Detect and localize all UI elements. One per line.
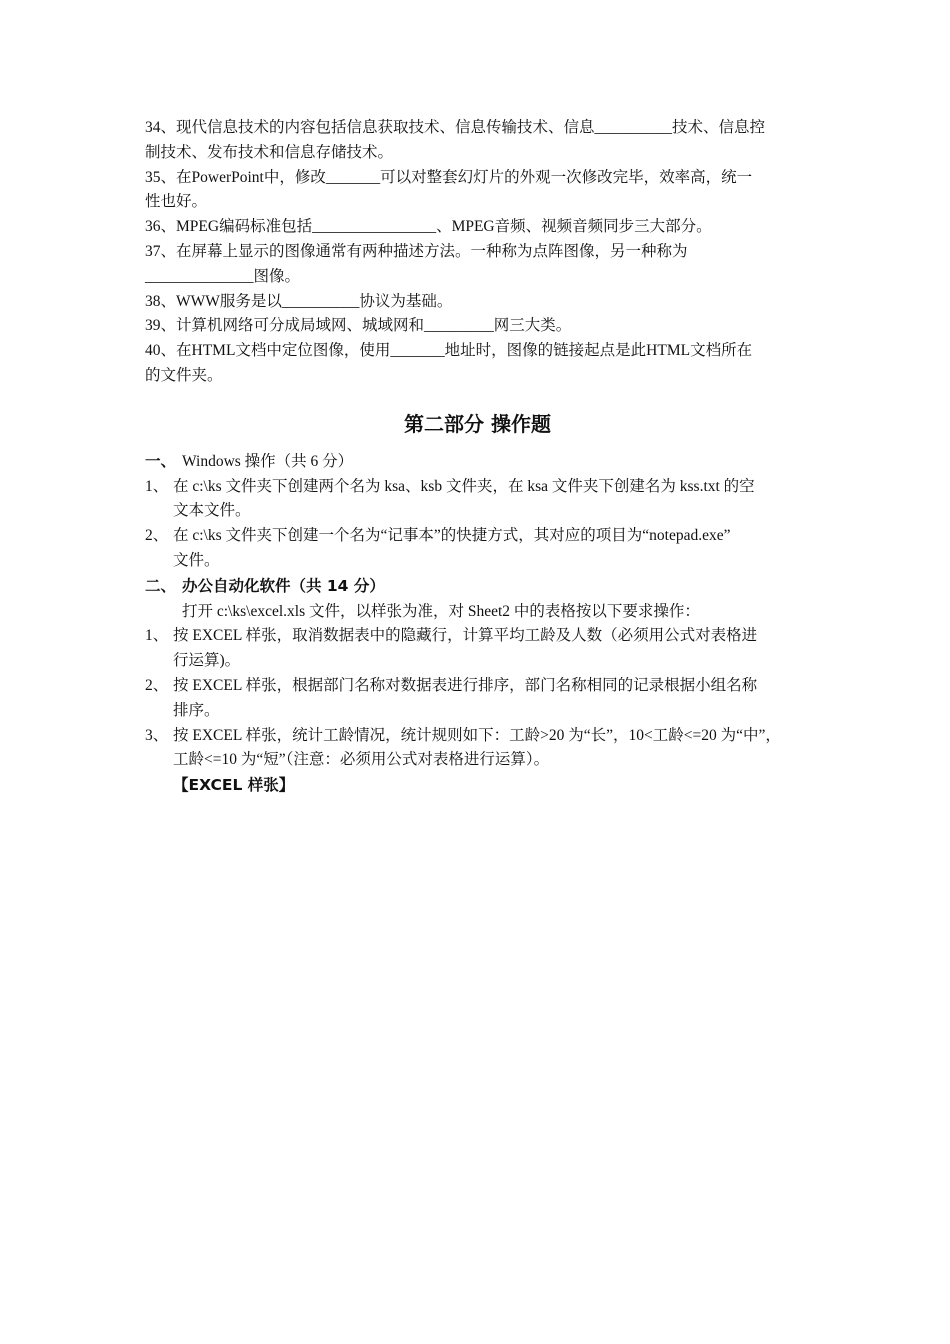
excel-sample-label: 【EXCEL 样张】 xyxy=(173,776,295,795)
item-line: 行运算)。 xyxy=(173,652,241,670)
item-line: 按 EXCEL 样张，统计工龄情况，统计规则如下：工龄>20 为“长”，10<工龄<=20 为“中”， xyxy=(173,726,781,744)
item-number: 2、 xyxy=(145,527,169,545)
list-item xyxy=(145,674,810,724)
item-text xyxy=(173,475,810,525)
question-35-line-1: 35、在PowerPoint中，修改_______可以对整套幻灯片的外观一次修改完毕，效率高，统一 xyxy=(145,168,753,186)
item-line: 在 c:\ks 文件夹下创建两个名为 ksa、ksb 文件夹，在 ksa 文件夹下创建名为 kss.txt 的空 xyxy=(173,477,755,495)
item-text xyxy=(173,624,810,674)
document-page xyxy=(145,116,810,798)
item-line: 工龄<=10 为“短”（注意：必须用公式对表格进行运算）。 xyxy=(173,751,550,769)
section-windows-heading xyxy=(145,449,810,475)
question-37-line-2: ______________图像。 xyxy=(145,267,301,285)
section-intro: 打开 c:\ks\excel.xls 文件，以样张为准，对 Sheet2 中的表格按以下要求操作： xyxy=(182,602,700,620)
section-title-rest: 操作（共 6 分） xyxy=(244,452,354,470)
section-title-office: 办公自动化软件（共 14 分） xyxy=(182,576,385,595)
section-windows xyxy=(145,449,810,574)
list-item xyxy=(145,475,810,525)
section-office-heading xyxy=(145,574,810,600)
list-item xyxy=(145,624,810,674)
item-line: 按 EXCEL 样张，根据部门名称对数据表进行排序，部门名称相同的记录根据小组名称 xyxy=(173,676,758,694)
item-number: 1、 xyxy=(145,477,169,495)
question-40-line-2: 的文件夹。 xyxy=(145,366,223,384)
item-text xyxy=(173,724,810,774)
question-37-line-1: 37、在屏幕上显示的图像通常有两种描述方法。一种称为点阵图像，另一种称为 xyxy=(145,242,688,260)
section-title-windows: Windows xyxy=(182,452,241,470)
part-two-title: 第二部分 操作题 xyxy=(404,411,551,436)
item-number: 2、 xyxy=(145,676,169,694)
question-36-line-1: 36、MPEG编码标准包括________________、MPEG音频、视频音频同步三大部分。 xyxy=(145,218,712,236)
section-number: 一、 xyxy=(145,451,177,470)
question-39-line-1: 39、计算机网络可分成局域网、城域网和_________网三大类。 xyxy=(145,317,572,335)
item-line: 排序。 xyxy=(173,701,220,719)
list-item xyxy=(145,724,810,774)
section-number: 二、 xyxy=(145,576,177,595)
item-line: 按 EXCEL 样张，取消数据表中的隐藏行，计算平均工龄及人数（必须用公式对表格进 xyxy=(173,627,758,645)
question-40-line-1: 40、在HTML文档中定位图像，使用_______地址时，图像的链接起点是此HTML文档所在 xyxy=(145,342,753,360)
item-number: 1、 xyxy=(145,627,169,645)
fill-in-questions xyxy=(145,116,810,389)
section-office xyxy=(145,574,810,798)
item-number: 3、 xyxy=(145,726,169,744)
item-text xyxy=(173,674,810,724)
item-line: 文本文件。 xyxy=(173,502,251,520)
list-item xyxy=(145,524,810,574)
question-34-line-2: 制技术、发布技术和信息存储技术。 xyxy=(145,143,394,161)
question-38-line-1: 38、WWW服务是以__________协议为基础。 xyxy=(145,292,453,310)
item-text xyxy=(173,524,810,574)
item-line: 文件。 xyxy=(173,551,220,569)
question-34-line-1: 34、现代信息技术的内容包括信息获取技术、信息传输技术、信息__________技术、信息控 xyxy=(145,119,766,136)
question-35-line-2: 性也好。 xyxy=(145,193,208,211)
item-line: 在 c:\ks 文件夹下创建一个名为“记事本”的快捷方式，其对应的项目为“notepad.exe” xyxy=(173,527,731,545)
